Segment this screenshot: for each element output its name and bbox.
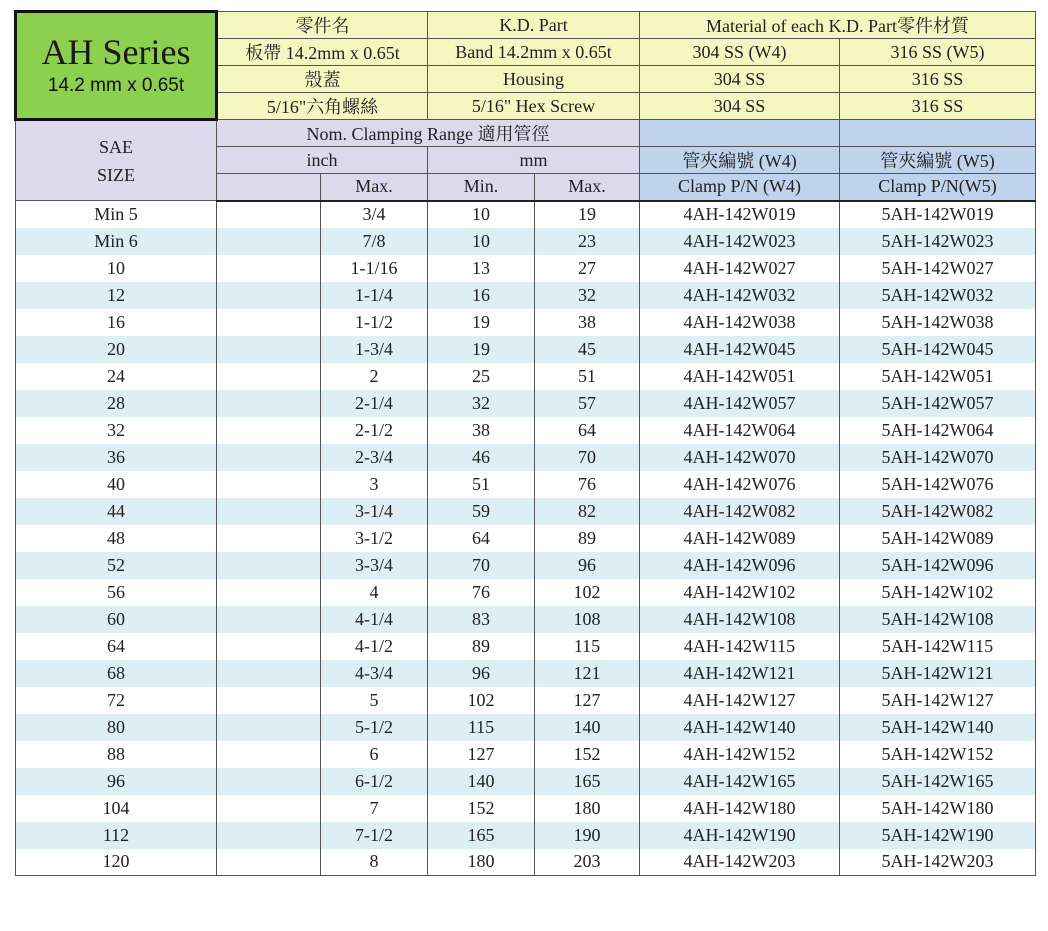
- sae-size-cell: 52: [16, 552, 217, 579]
- clamp-pn-w4-cell: 4AH-142W027: [640, 255, 840, 282]
- mm-min-cell: 16: [428, 282, 535, 309]
- clamp-pn-w4-cell: 4AH-142W051: [640, 363, 840, 390]
- mm-max-cell: 180: [535, 795, 640, 822]
- mm-min-cell: 152: [428, 795, 535, 822]
- mm-max-cell: 27: [535, 255, 640, 282]
- sae-size-cell: 120: [16, 849, 217, 876]
- sae-size-cell: 48: [16, 525, 217, 552]
- table-row: [16, 768, 1036, 795]
- mm-min-cell: 10: [428, 228, 535, 255]
- parts-header-row: [16, 12, 1036, 39]
- mm-max-cell: 165: [535, 768, 640, 795]
- clamp-pn-w5-cell: 5AH-142W127: [840, 687, 1036, 714]
- inch-min-cell: [217, 498, 321, 525]
- table-row: [16, 363, 1036, 390]
- clamp-pn-w4-cell: 4AH-142W076: [640, 471, 840, 498]
- inch-min-cell: [217, 255, 321, 282]
- pn-w4-header: Clamp P/N (W4): [640, 174, 840, 201]
- clamp-pn-w5-cell: 5AH-142W102: [840, 579, 1036, 606]
- mm-max-cell: 32: [535, 282, 640, 309]
- inch-min-cell: [217, 687, 321, 714]
- table-row: [16, 336, 1036, 363]
- kd-part-header: K.D. Part: [428, 12, 640, 39]
- inch-max-cell: 2-3/4: [321, 444, 428, 471]
- clamp-pn-w5-cell: 5AH-142W057: [840, 390, 1036, 417]
- clamp-pn-w5-cell: 5AH-142W180: [840, 795, 1036, 822]
- sae-size-cell: 60: [16, 606, 217, 633]
- sae-size-cell: 72: [16, 687, 217, 714]
- mm-max-header: Max.: [535, 174, 640, 201]
- inch-min-cell: [217, 660, 321, 687]
- sae-size-cell: 32: [16, 417, 217, 444]
- mm-max-cell: 70: [535, 444, 640, 471]
- blank-blue-cell: [640, 120, 840, 147]
- inch-max-cell: 3-3/4: [321, 552, 428, 579]
- table-row: [16, 498, 1036, 525]
- mm-max-cell: 108: [535, 606, 640, 633]
- part-material-w4: 304 SS (W4): [640, 39, 840, 66]
- clamp-pn-w5-cell: 5AH-142W038: [840, 309, 1036, 336]
- sae-size-cell: 16: [16, 309, 217, 336]
- inch-max-cell: 5: [321, 687, 428, 714]
- sae-size-cell: 20: [16, 336, 217, 363]
- inch-max-cell: 3-1/2: [321, 525, 428, 552]
- material-header: Material of each K.D. Part零件材質: [640, 12, 1036, 39]
- inch-min-cell: [217, 714, 321, 741]
- clamp-pn-w4-cell: 4AH-142W064: [640, 417, 840, 444]
- inch-max-cell: 4-1/4: [321, 606, 428, 633]
- sae-size-cell: 12: [16, 282, 217, 309]
- clamp-pn-w4-cell: 4AH-142W082: [640, 498, 840, 525]
- sae-size-cell: 40: [16, 471, 217, 498]
- part-en: Band 14.2mm x 0.65t: [428, 39, 640, 66]
- clamp-pn-w5-cell: 5AH-142W190: [840, 822, 1036, 849]
- mm-min-cell: 115: [428, 714, 535, 741]
- inch-min-cell: [217, 579, 321, 606]
- mm-max-cell: 190: [535, 822, 640, 849]
- inch-max-cell: 6: [321, 741, 428, 768]
- inch-min-cell: [217, 795, 321, 822]
- mm-max-cell: 203: [535, 849, 640, 876]
- inch-max-cell: 2-1/4: [321, 390, 428, 417]
- mm-header: mm: [428, 147, 640, 174]
- inch-max-cell: 1-3/4: [321, 336, 428, 363]
- clamp-pn-w4-cell: 4AH-142W019: [640, 201, 840, 228]
- pn-w4-cn-header: 管夾編號 (W4): [640, 147, 840, 174]
- mm-min-cell: 19: [428, 309, 535, 336]
- part-en: Housing: [428, 66, 640, 93]
- table-row: [16, 579, 1036, 606]
- inch-min-cell: [217, 822, 321, 849]
- clamp-pn-w5-cell: 5AH-142W203: [840, 849, 1036, 876]
- clamp-pn-w4-cell: 4AH-142W152: [640, 741, 840, 768]
- part-material-w4: 304 SS: [640, 66, 840, 93]
- mm-min-cell: 51: [428, 471, 535, 498]
- mm-max-cell: 121: [535, 660, 640, 687]
- inch-min-cell: [217, 336, 321, 363]
- inch-max-header: Max.: [321, 174, 428, 201]
- mm-min-cell: 38: [428, 417, 535, 444]
- mm-max-cell: 127: [535, 687, 640, 714]
- series-title-cell: [16, 12, 217, 120]
- data-rows: [16, 201, 1036, 876]
- blank-blue-cell: [840, 120, 1036, 147]
- mm-max-cell: 152: [535, 741, 640, 768]
- clamp-pn-w5-cell: 5AH-142W165: [840, 768, 1036, 795]
- part-en: 5/16" Hex Screw: [428, 93, 640, 120]
- inch-min-cell: [217, 363, 321, 390]
- inch-max-cell: 3-1/4: [321, 498, 428, 525]
- mm-min-cell: 32: [428, 390, 535, 417]
- clamp-pn-w5-cell: 5AH-142W140: [840, 714, 1036, 741]
- series-spec: 14.2 mm x 0.65t: [47, 74, 185, 96]
- inch-min-cell: [217, 633, 321, 660]
- inch-max-cell: 1-1/2: [321, 309, 428, 336]
- clamp-pn-w4-cell: 4AH-142W203: [640, 849, 840, 876]
- clamp-pn-w4-cell: 4AH-142W102: [640, 579, 840, 606]
- mm-max-cell: 45: [535, 336, 640, 363]
- table-row: [16, 525, 1036, 552]
- table-row: [16, 255, 1036, 282]
- table-row: [16, 687, 1036, 714]
- table-row: [16, 552, 1036, 579]
- inch-max-cell: 8: [321, 849, 428, 876]
- sae-size-cell: 24: [16, 363, 217, 390]
- sae-size-cell: 104: [16, 795, 217, 822]
- inch-max-cell: 7-1/2: [321, 822, 428, 849]
- clamp-pn-w5-cell: 5AH-142W027: [840, 255, 1036, 282]
- clamp-pn-w5-cell: 5AH-142W108: [840, 606, 1036, 633]
- range-header-row: [16, 120, 1036, 147]
- inch-min-cell: [217, 444, 321, 471]
- table-row: [16, 822, 1036, 849]
- part-cn: 板帶 14.2mm x 0.65t: [217, 39, 428, 66]
- mm-max-cell: 23: [535, 228, 640, 255]
- spec-table-wrapper: [14, 10, 1036, 876]
- inch-max-cell: 3: [321, 471, 428, 498]
- inch-max-cell: 1-1/16: [321, 255, 428, 282]
- table-row: [16, 417, 1036, 444]
- table-row: [16, 471, 1036, 498]
- clamp-pn-w4-cell: 4AH-142W038: [640, 309, 840, 336]
- pn-w5-cn-header: 管夾編號 (W5): [840, 147, 1036, 174]
- clamp-pn-w4-cell: 4AH-142W190: [640, 822, 840, 849]
- clamp-pn-w4-cell: 4AH-142W108: [640, 606, 840, 633]
- clamp-pn-w4-cell: 4AH-142W070: [640, 444, 840, 471]
- table-row: [16, 309, 1036, 336]
- inch-max-cell: 7/8: [321, 228, 428, 255]
- inch-min-cell: [217, 282, 321, 309]
- inch-max-cell: 2-1/2: [321, 417, 428, 444]
- inch-max-cell: 7: [321, 795, 428, 822]
- clamp-pn-w5-cell: 5AH-142W070: [840, 444, 1036, 471]
- inch-max-cell: 6-1/2: [321, 768, 428, 795]
- sae-size-cell: 36: [16, 444, 217, 471]
- sae-size-cell: 96: [16, 768, 217, 795]
- inch-min-header: [217, 174, 321, 201]
- inch-header: inch: [217, 147, 428, 174]
- mm-min-cell: 165: [428, 822, 535, 849]
- mm-max-cell: 115: [535, 633, 640, 660]
- mm-min-cell: 83: [428, 606, 535, 633]
- clamp-pn-w4-cell: 4AH-142W023: [640, 228, 840, 255]
- mm-max-cell: 102: [535, 579, 640, 606]
- clamp-pn-w4-cell: 4AH-142W045: [640, 336, 840, 363]
- inch-max-cell: 4-3/4: [321, 660, 428, 687]
- sae-size-cell: Min 5: [16, 201, 217, 228]
- table-row: [16, 228, 1036, 255]
- mm-min-cell: 70: [428, 552, 535, 579]
- sae-size-cell: 80: [16, 714, 217, 741]
- sae-size-cell: 112: [16, 822, 217, 849]
- mm-min-cell: 102: [428, 687, 535, 714]
- inch-min-cell: [217, 417, 321, 444]
- mm-max-cell: 51: [535, 363, 640, 390]
- mm-min-cell: 127: [428, 741, 535, 768]
- table-row: [16, 795, 1036, 822]
- series-title: AH Series: [41, 31, 191, 72]
- inch-max-cell: 3/4: [321, 201, 428, 228]
- mm-min-cell: 19: [428, 336, 535, 363]
- clamp-pn-w5-cell: 5AH-142W019: [840, 201, 1036, 228]
- mm-max-cell: 64: [535, 417, 640, 444]
- clamp-pn-w5-cell: 5AH-142W152: [840, 741, 1036, 768]
- mm-min-cell: 96: [428, 660, 535, 687]
- sae-size-cell: 28: [16, 390, 217, 417]
- mm-min-cell: 180: [428, 849, 535, 876]
- sae-size-cell: 44: [16, 498, 217, 525]
- inch-min-cell: [217, 768, 321, 795]
- clamp-pn-w5-cell: 5AH-142W076: [840, 471, 1036, 498]
- inch-max-cell: 2: [321, 363, 428, 390]
- clamp-pn-w4-cell: 4AH-142W127: [640, 687, 840, 714]
- inch-max-cell: 5-1/2: [321, 714, 428, 741]
- clamp-pn-w5-cell: 5AH-142W121: [840, 660, 1036, 687]
- mm-min-cell: 59: [428, 498, 535, 525]
- part-material-w4: 304 SS: [640, 93, 840, 120]
- mm-min-cell: 46: [428, 444, 535, 471]
- mm-max-cell: 57: [535, 390, 640, 417]
- clamp-pn-w4-cell: 4AH-142W096: [640, 552, 840, 579]
- clamp-pn-w4-cell: 4AH-142W089: [640, 525, 840, 552]
- sae-size-cell: 10: [16, 255, 217, 282]
- sae-size-cell: 88: [16, 741, 217, 768]
- clamp-pn-w5-cell: 5AH-142W032: [840, 282, 1036, 309]
- mm-min-cell: 140: [428, 768, 535, 795]
- mm-max-cell: 140: [535, 714, 640, 741]
- mm-min-cell: 25: [428, 363, 535, 390]
- table-row: [16, 633, 1036, 660]
- part-material-w5: 316 SS: [840, 66, 1036, 93]
- table-row: [16, 201, 1036, 228]
- part-cn: 殼蓋: [217, 66, 428, 93]
- table-row: [16, 606, 1036, 633]
- inch-min-cell: [217, 741, 321, 768]
- sae-size-cell: 68: [16, 660, 217, 687]
- sae-size-cell: 56: [16, 579, 217, 606]
- clamp-pn-w5-cell: 5AH-142W045: [840, 336, 1036, 363]
- clamp-pn-w4-cell: 4AH-142W180: [640, 795, 840, 822]
- clamp-pn-w4-cell: 4AH-142W140: [640, 714, 840, 741]
- clamp-pn-w4-cell: 4AH-142W032: [640, 282, 840, 309]
- sae-size-cell: 64: [16, 633, 217, 660]
- pn-w5-header: Clamp P/N(W5): [840, 174, 1036, 201]
- mm-min-cell: 10: [428, 201, 535, 228]
- part-name-cn-header: 零件名: [217, 12, 428, 39]
- clamp-pn-w5-cell: 5AH-142W096: [840, 552, 1036, 579]
- clamp-pn-w5-cell: 5AH-142W064: [840, 417, 1036, 444]
- clamp-pn-w4-cell: 4AH-142W057: [640, 390, 840, 417]
- table-row: [16, 741, 1036, 768]
- mm-max-cell: 76: [535, 471, 640, 498]
- clamp-pn-w5-cell: 5AH-142W115: [840, 633, 1036, 660]
- mm-max-cell: 38: [535, 309, 640, 336]
- part-cn: 5/16"六角螺絲: [217, 93, 428, 120]
- sae-size-header: [16, 120, 217, 201]
- table-row: [16, 390, 1036, 417]
- table-row: [16, 714, 1036, 741]
- mm-min-cell: 64: [428, 525, 535, 552]
- inch-max-cell: 4-1/2: [321, 633, 428, 660]
- mm-min-header: Min.: [428, 174, 535, 201]
- inch-min-cell: [217, 525, 321, 552]
- table-row: [16, 660, 1036, 687]
- mm-min-cell: 13: [428, 255, 535, 282]
- inch-min-cell: [217, 552, 321, 579]
- part-material-w5: 316 SS (W5): [840, 39, 1036, 66]
- clamp-pn-w4-cell: 4AH-142W165: [640, 768, 840, 795]
- clamp-pn-w5-cell: 5AH-142W089: [840, 525, 1036, 552]
- mm-max-cell: 89: [535, 525, 640, 552]
- sae-size-cell: Min 6: [16, 228, 217, 255]
- inch-min-cell: [217, 309, 321, 336]
- table-row: [16, 282, 1036, 309]
- inch-min-cell: [217, 390, 321, 417]
- table-row: [16, 444, 1036, 471]
- mm-max-cell: 82: [535, 498, 640, 525]
- clamp-pn-w5-cell: 5AH-142W082: [840, 498, 1036, 525]
- mm-min-cell: 89: [428, 633, 535, 660]
- mm-min-cell: 76: [428, 579, 535, 606]
- clamp-spec-table: [14, 10, 1036, 876]
- clamp-pn-w4-cell: 4AH-142W115: [640, 633, 840, 660]
- clamp-pn-w5-cell: 5AH-142W051: [840, 363, 1036, 390]
- table-row: [16, 849, 1036, 876]
- sae-size-label: SAE SIZE: [97, 136, 135, 185]
- inch-max-cell: 4: [321, 579, 428, 606]
- inch-min-cell: [217, 228, 321, 255]
- clamp-pn-w5-cell: 5AH-142W023: [840, 228, 1036, 255]
- inch-min-cell: [217, 471, 321, 498]
- clamp-pn-w4-cell: 4AH-142W121: [640, 660, 840, 687]
- mm-max-cell: 19: [535, 201, 640, 228]
- inch-min-cell: [217, 201, 321, 228]
- inch-min-cell: [217, 849, 321, 876]
- nom-range-header: Nom. Clamping Range 適用管徑: [217, 120, 640, 147]
- inch-min-cell: [217, 606, 321, 633]
- mm-max-cell: 96: [535, 552, 640, 579]
- inch-max-cell: 1-1/4: [321, 282, 428, 309]
- part-material-w5: 316 SS: [840, 93, 1036, 120]
